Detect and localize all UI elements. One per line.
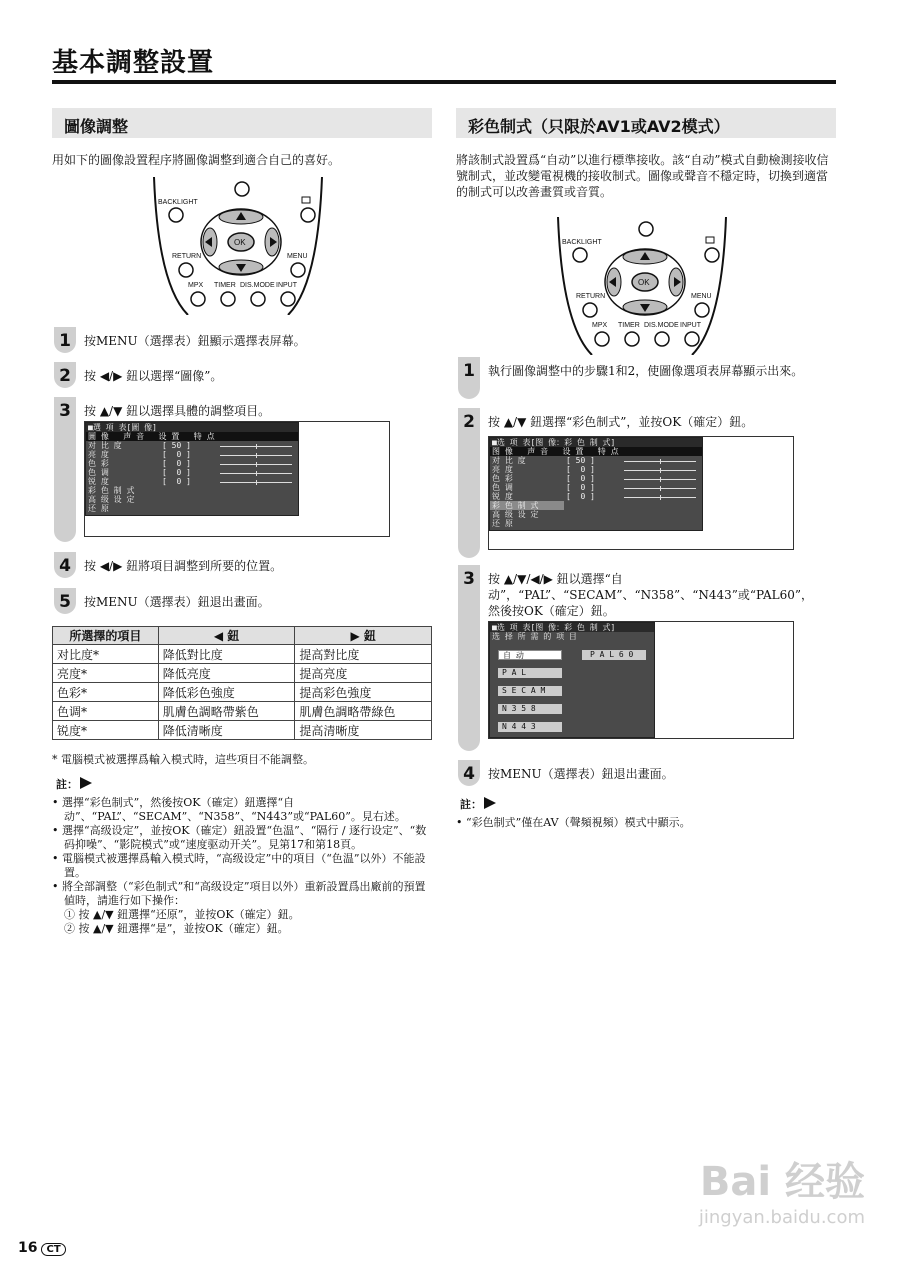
osd-item-label: 色 彩 <box>492 474 513 483</box>
table-header: ▶ 鈕 <box>295 627 432 645</box>
table-header: 所選擇的項目 <box>53 627 159 645</box>
table-row <box>53 683 432 702</box>
osd-menu <box>489 622 655 738</box>
remote-label-input: INPUT <box>276 282 297 289</box>
step-text: 按MENU（選擇表）鈕退出畫面。 <box>488 767 674 781</box>
remote-label-return: RETURN <box>576 293 606 300</box>
osd-item-value: [ 0 ] <box>162 477 191 486</box>
option-secam[interactable]: S E C A M <box>498 686 562 696</box>
step-text: 按 ◀/▶ 鈕以選擇“圖像”。 <box>84 369 223 383</box>
slider-knob <box>660 486 661 491</box>
remote-label-timer: TIMER <box>618 322 640 329</box>
remote-label-return: RETURN <box>172 253 202 260</box>
remote-label-mpx: MPX <box>592 322 608 329</box>
osd-item-label: 高 级 设 定 <box>492 510 539 519</box>
osd-item-label: 锐 度 <box>88 477 109 486</box>
color-system-intro: 將該制式設置爲“自动”以進行標準接收。該“自动”模式自動檢測接收信號制式，並改變電視機的接收制式。圖像或聲音不穩定時，切換到適當的制式可以改善畫質或音質。 <box>456 153 829 199</box>
note-label: 註： <box>460 798 482 811</box>
picture-intro: 用如下的圖像設置程序將圖像調整到適合自己的喜好。 <box>52 153 341 167</box>
osd-item-value: [ 0 ] <box>566 465 595 474</box>
osd-item-label: 亮 度 <box>88 450 109 459</box>
step-text: 按MENU（選擇表）鈕顯示選擇表屏幕。 <box>84 334 306 348</box>
table-cell: 降低對比度 <box>158 645 295 664</box>
table-cell: 亮度* <box>53 664 159 683</box>
list-item: • 選擇“高级设定”，並按OK（確定）鈕設置“色温”、“隔行 / 逐行设定”、“数码抑噪”、“影院模式”或“速度驱动开关”。見第17和第18頁。 <box>52 824 427 851</box>
step-text: 按 ▲/▼/◀/▶ 鈕以選擇“自动”，“PAL”、“SECAM”、“N358”、“N443”或“PAL60”，然後按OK（確定）鈕。 <box>488 572 814 618</box>
osd-item-value: [ 0 ] <box>162 459 191 468</box>
slider-knob <box>660 477 661 482</box>
option-pal60[interactable]: P A L 6 0 <box>582 650 646 660</box>
step-number: 1 <box>59 331 71 351</box>
table-row <box>53 645 432 664</box>
slider-knob <box>256 480 257 485</box>
option-n358[interactable]: N 3 5 8 <box>498 704 562 714</box>
remote-label-timer: TIMER <box>214 282 236 289</box>
table-cell: 降低彩色強度 <box>158 683 295 702</box>
list-item: • 將全部調整（“彩色制式”和“高级设定”項目以外）重新設置爲出廠前的預置値時，請進行如下操作： <box>52 880 426 907</box>
note-arrow-icon <box>484 797 496 809</box>
osd-item-label: 色 彩 <box>88 459 109 468</box>
step-number: 4 <box>463 764 475 784</box>
osd-item-value: [ 0 ] <box>566 492 595 501</box>
adjustment-table <box>52 626 432 740</box>
step-number: 4 <box>59 556 71 576</box>
remote-label-backlight: BACKLIGHT <box>158 199 198 206</box>
list-item: ② 按 ▲/▼ 鈕選擇“是”，並按OK（確定）鈕。 <box>64 922 289 935</box>
table-cell: 提高清晰度 <box>295 721 432 740</box>
step-text: 按MENU（選擇表）鈕退出畫面。 <box>84 595 270 609</box>
remote-label-mpx: MPX <box>188 282 204 289</box>
osd-tabs: 图 像 声 音 设 置 特 点 <box>490 447 702 456</box>
list-item: • “彩色制式”僅在AV（聲頻視頻）模式中顯示。 <box>456 816 691 829</box>
osd-item-label: 彩 色 制 式 <box>88 486 135 495</box>
remote-illustration-left <box>148 175 328 315</box>
note-arrow-icon <box>80 777 92 789</box>
option-n443[interactable]: N 4 4 3 <box>498 722 562 732</box>
step-number: 1 <box>463 361 475 381</box>
notes-list-right <box>456 816 836 830</box>
remote-label-ok: OK <box>234 238 246 247</box>
slider-knob <box>256 453 257 458</box>
remote-label-dismode: DIS.MODE <box>240 282 275 289</box>
table-row <box>53 664 432 683</box>
remote-label-dismode: DIS.MODE <box>644 322 679 329</box>
osd-menu <box>85 422 299 516</box>
osd-header: ■选 项 表[图 像：彩 色 制 式] <box>490 438 702 447</box>
table-cell: 肌膚色調略帶綠色 <box>295 702 432 721</box>
title-rule <box>52 80 836 84</box>
watermark-brand: Bai 经验 <box>699 1159 865 1205</box>
notes-list-left <box>52 796 436 936</box>
remote-illustration-right <box>552 215 732 355</box>
osd-item-label: 还 原 <box>492 519 513 528</box>
table-cell: 肌膚色調略帶紫色 <box>158 702 295 721</box>
page-number: 16 <box>18 1240 38 1256</box>
slider-knob <box>256 471 257 476</box>
table-cell: 提高對比度 <box>295 645 432 664</box>
step-number: 2 <box>463 412 475 432</box>
table-cell: 降低清晰度 <box>158 721 295 740</box>
osd-item-label: 锐 度 <box>492 492 513 501</box>
step-number: 5 <box>59 592 71 612</box>
step-text: 按 ◀/▶ 鈕將項目調整到所要的位置。 <box>84 559 283 573</box>
step-text: 執行圖像調整中的步驟1和2，使圖像選項表屏幕顯示出來。 <box>488 364 804 378</box>
table-cell: 降低亮度 <box>158 664 295 683</box>
osd-item-value: [ 0 ] <box>566 474 595 483</box>
osd-item-label: 高 级 设 定 <box>88 495 135 504</box>
osd-item-label: 对 比 度 <box>492 456 526 465</box>
option-auto[interactable]: 自 动 <box>498 650 562 660</box>
osd-menu <box>489 437 703 531</box>
remote-label-ok: OK <box>638 278 650 287</box>
table-row <box>53 702 432 721</box>
remote-label-menu: MENU <box>287 253 308 260</box>
slider-knob <box>256 444 257 449</box>
table-row <box>53 721 432 740</box>
list-item: • 電腦模式被選擇爲輸入模式時，“高级设定”中的項目（“色温”以外）不能設置。 <box>52 852 426 879</box>
watermark <box>699 1150 865 1228</box>
slider-knob <box>660 495 661 500</box>
remote-label-menu: MENU <box>691 293 712 300</box>
section-heading-color-system: 彩色制式（只限於AV1或AV2模式） <box>456 108 836 138</box>
osd-screen-picture-color <box>488 436 794 550</box>
table-cell: 提高亮度 <box>295 664 432 683</box>
osd-header: ■選 項 表[圖 像] <box>86 423 298 432</box>
osd-item-value: [ 50 ] <box>162 441 191 450</box>
table-header: ◀ 鈕 <box>158 627 295 645</box>
osd-item-label-selected: 彩 色 制 式 <box>490 501 564 510</box>
slider-knob <box>660 459 661 464</box>
osd-screen-color-system <box>488 621 794 739</box>
table-cell: 对比度* <box>53 645 159 664</box>
osd-item-value: [ 0 ] <box>162 468 191 477</box>
osd-item-label: 还 原 <box>88 504 109 513</box>
osd-screen-picture <box>84 421 390 537</box>
page-footer <box>18 1240 66 1256</box>
step-text: 按 ▲/▼ 鈕選擇“彩色制式”，並按OK（確定）鈕。 <box>488 415 754 429</box>
table-footnote: * 電腦模式被選擇爲輸入模式時，這些項目不能調整。 <box>52 753 314 766</box>
step-bar <box>458 565 480 751</box>
osd-item-label: 色 调 <box>88 468 109 477</box>
step-number: 2 <box>59 366 71 386</box>
table-cell: 色彩* <box>53 683 159 702</box>
language-badge: CT <box>41 1243 65 1256</box>
step-number: 3 <box>59 401 71 421</box>
osd-item-label: 色 调 <box>492 483 513 492</box>
table-cell: 锐度* <box>53 721 159 740</box>
option-pal[interactable]: P A L <box>498 668 562 678</box>
osd-item-label: 对 比 度 <box>88 441 122 450</box>
osd-item-value: [ 50 ] <box>566 456 595 465</box>
remote-label-backlight: BACKLIGHT <box>562 239 602 246</box>
table-cell: 色调* <box>53 702 159 721</box>
list-item: ① 按 ▲/▼ 鈕選擇“还原”，並按OK（確定）鈕。 <box>64 908 300 921</box>
osd-item-value: [ 0 ] <box>566 483 595 492</box>
list-item: • 選擇“彩色制式”，然後按OK（確定）鈕選擇“自动”、“PAL”、“SECAM”、“N358”、“N443”或“PAL60”。見右述。 <box>52 796 406 823</box>
step-text: 按 ▲/▼ 鈕以選擇具體的調整項目。 <box>84 404 271 418</box>
osd-item-value: [ 0 ] <box>162 450 191 459</box>
osd-subheader: 选 择 所 需 的 项 目 <box>492 632 577 641</box>
page-title: 基本調整設置 <box>52 48 215 78</box>
osd-item-label: 亮 度 <box>492 465 513 474</box>
step-number: 3 <box>463 569 475 589</box>
table-cell: 提高彩色強度 <box>295 683 432 702</box>
section-heading-picture: 圖像調整 <box>52 108 432 138</box>
remote-label-input: INPUT <box>680 322 701 329</box>
watermark-url: jingyan.baidu.com <box>698 1207 865 1228</box>
slider-knob <box>256 462 257 467</box>
slider-knob <box>660 468 661 473</box>
osd-header: ■选 项 表[图 像：彩 色 制 式] <box>490 623 654 632</box>
osd-tabs: 圖 像 声 音 设 置 特 点 <box>86 432 298 441</box>
note-label: 註： <box>56 778 78 791</box>
